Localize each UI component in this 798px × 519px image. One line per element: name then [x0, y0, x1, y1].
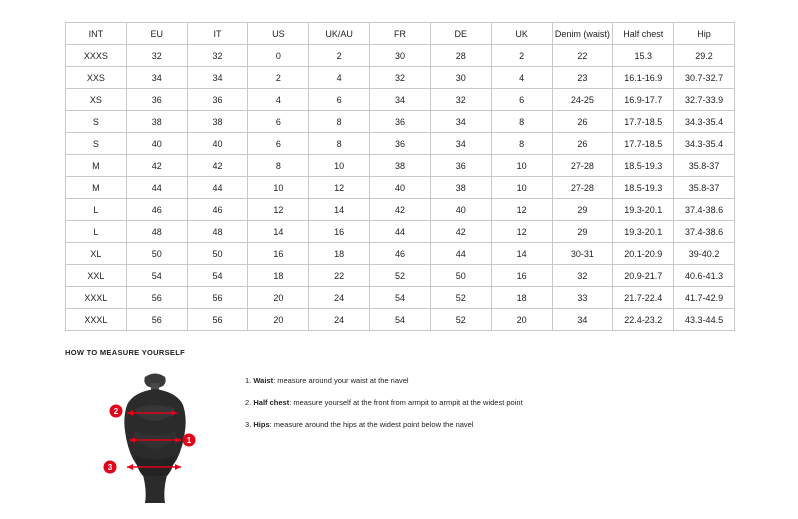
cell-de: 38 [430, 177, 491, 199]
cell-uk-au: 2 [309, 45, 370, 67]
cell-fr: 54 [370, 287, 431, 309]
note-waist-index: 1. [245, 376, 252, 385]
cell-uk: 20 [491, 309, 552, 331]
cell-it: 38 [187, 111, 248, 133]
cell-hip: 37.4-38.6 [674, 221, 735, 243]
cell-uk-au: 8 [309, 111, 370, 133]
column-header-uk-au: UK/AU [309, 23, 370, 45]
cell-int: XXS [66, 67, 127, 89]
cell-uk-au: 8 [309, 133, 370, 155]
column-header-de: DE [430, 23, 491, 45]
cell-uk: 14 [491, 243, 552, 265]
cell-uk-au: 16 [309, 221, 370, 243]
cell-int: S [66, 133, 127, 155]
cell-fr: 42 [370, 199, 431, 221]
cell-uk: 8 [491, 133, 552, 155]
cell-hip: 41.7-42.9 [674, 287, 735, 309]
note-hips-index: 3. [245, 420, 252, 429]
cell-int: L [66, 221, 127, 243]
note-waist [245, 375, 715, 386]
column-header-it: IT [187, 23, 248, 45]
cell-denim-waist: 33 [552, 287, 613, 309]
cell-it: 54 [187, 265, 248, 287]
note-half-chest-text: : measure yourself at the front from armpit to armpit at the widest point [289, 398, 523, 407]
cell-denim-waist: 27-28 [552, 155, 613, 177]
cell-hip: 32.7-33.9 [674, 89, 735, 111]
cell-half-chest: 20.1-20.9 [613, 243, 674, 265]
cell-de: 42 [430, 221, 491, 243]
column-header-denim-waist: Denim (waist) [552, 23, 613, 45]
note-hips-term: Hips [253, 420, 270, 429]
cell-de: 34 [430, 111, 491, 133]
table-row [66, 221, 735, 243]
cell-fr: 34 [370, 89, 431, 111]
cell-eu: 56 [126, 287, 187, 309]
cell-half-chest: 18.5-19.3 [613, 177, 674, 199]
cell-eu: 40 [126, 133, 187, 155]
cell-fr: 52 [370, 265, 431, 287]
cell-uk-au: 14 [309, 199, 370, 221]
cell-hip: 39-40.2 [674, 243, 735, 265]
column-header-us: US [248, 23, 309, 45]
cell-half-chest: 20.9-21.7 [613, 265, 674, 287]
cell-us: 4 [248, 89, 309, 111]
cell-uk: 12 [491, 199, 552, 221]
cell-uk-au: 10 [309, 155, 370, 177]
size-table-body [66, 45, 735, 331]
cell-uk-au: 24 [309, 309, 370, 331]
cell-it: 46 [187, 199, 248, 221]
column-header-int: INT [66, 23, 127, 45]
column-header-half-chest: Half chest [613, 23, 674, 45]
cell-half-chest: 17.7-18.5 [613, 133, 674, 155]
cell-hip: 34.3-35.4 [674, 111, 735, 133]
cell-denim-waist: 26 [552, 133, 613, 155]
cell-de: 32 [430, 89, 491, 111]
cell-us: 0 [248, 45, 309, 67]
cell-de: 28 [430, 45, 491, 67]
table-row [66, 45, 735, 67]
cell-denim-waist: 29 [552, 221, 613, 243]
cell-uk: 10 [491, 155, 552, 177]
cell-int: XXL [66, 265, 127, 287]
column-header-hip: Hip [674, 23, 735, 45]
cell-fr: 30 [370, 45, 431, 67]
cell-eu: 54 [126, 265, 187, 287]
cell-denim-waist: 27-28 [552, 177, 613, 199]
cell-denim-waist: 24-25 [552, 89, 613, 111]
cell-int: XL [66, 243, 127, 265]
cell-us: 18 [248, 265, 309, 287]
table-row [66, 67, 735, 89]
cell-int: XXXS [66, 45, 127, 67]
svg-text:1: 1 [186, 436, 192, 446]
cell-it: 34 [187, 67, 248, 89]
cell-int: XXXL [66, 309, 127, 331]
cell-us: 8 [248, 155, 309, 177]
cell-us: 12 [248, 199, 309, 221]
cell-denim-waist: 30-31 [552, 243, 613, 265]
cell-uk: 6 [491, 89, 552, 111]
cell-us: 10 [248, 177, 309, 199]
cell-us: 6 [248, 133, 309, 155]
cell-it: 32 [187, 45, 248, 67]
cell-it: 40 [187, 133, 248, 155]
cell-eu: 56 [126, 309, 187, 331]
cell-eu: 46 [126, 199, 187, 221]
cell-eu: 36 [126, 89, 187, 111]
cell-de: 52 [430, 309, 491, 331]
cell-int: M [66, 177, 127, 199]
column-header-fr: FR [370, 23, 431, 45]
svg-text:3: 3 [107, 463, 113, 473]
how-to-measure-title: HOW TO MEASURE YOURSELF [65, 348, 185, 357]
cell-hip: 35.8-37 [674, 155, 735, 177]
column-header-uk: UK [491, 23, 552, 45]
note-waist-text: : measure around your waist at the navel [273, 376, 409, 385]
cell-hip: 37.4-38.6 [674, 199, 735, 221]
cell-half-chest: 21.7-22.4 [613, 287, 674, 309]
column-header-eu: EU [126, 23, 187, 45]
cell-us: 20 [248, 309, 309, 331]
cell-fr: 54 [370, 309, 431, 331]
size-table-head [66, 23, 735, 45]
svg-text:2: 2 [113, 407, 119, 417]
table-row [66, 309, 735, 331]
size-table [65, 22, 735, 331]
cell-us: 6 [248, 111, 309, 133]
cell-denim-waist: 22 [552, 45, 613, 67]
cell-fr: 32 [370, 67, 431, 89]
note-half-chest-index: 2. [245, 398, 252, 407]
cell-de: 40 [430, 199, 491, 221]
cell-half-chest: 19.3-20.1 [613, 221, 674, 243]
cell-it: 36 [187, 89, 248, 111]
cell-de: 30 [430, 67, 491, 89]
note-half-chest-term: Half chest [253, 398, 290, 407]
cell-de: 50 [430, 265, 491, 287]
cell-uk-au: 4 [309, 67, 370, 89]
cell-fr: 36 [370, 133, 431, 155]
cell-fr: 36 [370, 111, 431, 133]
cell-int: XS [66, 89, 127, 111]
cell-uk: 10 [491, 177, 552, 199]
cell-it: 42 [187, 155, 248, 177]
cell-hip: 34.3-35.4 [674, 133, 735, 155]
cell-int: M [66, 155, 127, 177]
cell-eu: 38 [126, 111, 187, 133]
cell-uk: 8 [491, 111, 552, 133]
note-waist-term: Waist [253, 376, 274, 385]
cell-int: L [66, 199, 127, 221]
cell-it: 56 [187, 309, 248, 331]
cell-uk: 18 [491, 287, 552, 309]
cell-de: 44 [430, 243, 491, 265]
cell-half-chest: 16.1-16.9 [613, 67, 674, 89]
cell-eu: 42 [126, 155, 187, 177]
table-row [66, 177, 735, 199]
note-hips-text: : measure around the hips at the widest point below the navel [269, 420, 474, 429]
table-row [66, 133, 735, 155]
cell-uk-au: 6 [309, 89, 370, 111]
cell-fr: 46 [370, 243, 431, 265]
cell-eu: 44 [126, 177, 187, 199]
cell-denim-waist: 32 [552, 265, 613, 287]
cell-denim-waist: 26 [552, 111, 613, 133]
cell-uk-au: 22 [309, 265, 370, 287]
cell-denim-waist: 23 [552, 67, 613, 89]
cell-us: 2 [248, 67, 309, 89]
cell-de: 52 [430, 287, 491, 309]
cell-half-chest: 18.5-19.3 [613, 155, 674, 177]
cell-hip: 43.3-44.5 [674, 309, 735, 331]
table-row [66, 287, 735, 309]
cell-eu: 34 [126, 67, 187, 89]
measurement-notes [245, 375, 715, 441]
cell-half-chest: 17.7-18.5 [613, 111, 674, 133]
cell-fr: 44 [370, 221, 431, 243]
cell-half-chest: 19.3-20.1 [613, 199, 674, 221]
cell-hip: 30.7-32.7 [674, 67, 735, 89]
cell-it: 48 [187, 221, 248, 243]
cell-int: S [66, 111, 127, 133]
cell-uk: 16 [491, 265, 552, 287]
table-header-row [66, 23, 735, 45]
cell-uk: 12 [491, 221, 552, 243]
cell-fr: 38 [370, 155, 431, 177]
cell-eu: 32 [126, 45, 187, 67]
cell-it: 50 [187, 243, 248, 265]
cell-half-chest: 15.3 [613, 45, 674, 67]
cell-fr: 40 [370, 177, 431, 199]
cell-hip: 35.8-37 [674, 177, 735, 199]
mannequin-illustration [85, 369, 235, 509]
table-row [66, 111, 735, 133]
table-row [66, 155, 735, 177]
cell-us: 14 [248, 221, 309, 243]
table-row [66, 243, 735, 265]
mannequin-figure [85, 369, 235, 509]
cell-denim-waist: 29 [552, 199, 613, 221]
cell-eu: 48 [126, 221, 187, 243]
cell-denim-waist: 34 [552, 309, 613, 331]
cell-it: 56 [187, 287, 248, 309]
table-row [66, 199, 735, 221]
cell-half-chest: 22.4-23.2 [613, 309, 674, 331]
cell-uk-au: 18 [309, 243, 370, 265]
table-row [66, 89, 735, 111]
size-table-container [65, 22, 735, 331]
cell-us: 20 [248, 287, 309, 309]
cell-uk-au: 12 [309, 177, 370, 199]
cell-half-chest: 16.9-17.7 [613, 89, 674, 111]
cell-uk-au: 24 [309, 287, 370, 309]
how-to-measure-section [65, 348, 735, 473]
cell-hip: 29.2 [674, 45, 735, 67]
note-hips [245, 419, 715, 430]
note-half-chest [245, 397, 715, 408]
cell-it: 44 [187, 177, 248, 199]
cell-hip: 40.6-41.3 [674, 265, 735, 287]
cell-de: 36 [430, 155, 491, 177]
cell-eu: 50 [126, 243, 187, 265]
table-row [66, 265, 735, 287]
cell-de: 34 [430, 133, 491, 155]
cell-uk: 2 [491, 45, 552, 67]
cell-us: 16 [248, 243, 309, 265]
cell-uk: 4 [491, 67, 552, 89]
cell-int: XXXL [66, 287, 127, 309]
